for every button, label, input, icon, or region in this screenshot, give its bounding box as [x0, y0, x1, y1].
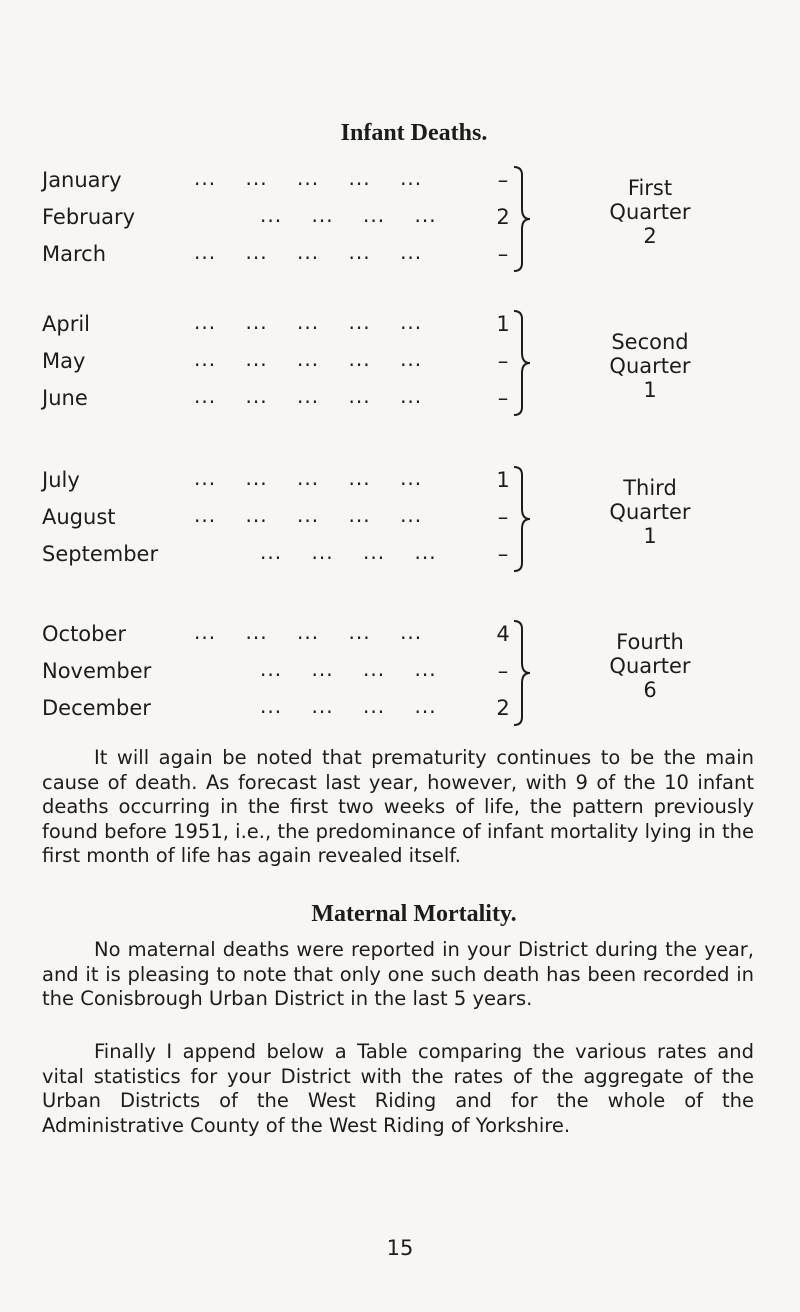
month-label: September: [42, 542, 159, 566]
death-count: 2: [496, 205, 510, 229]
quarter-total: 6: [643, 678, 657, 702]
month-label: August: [42, 505, 116, 529]
quarter-brace: [510, 309, 536, 417]
dot-leader: ... ... ... ... ...: [194, 620, 423, 644]
death-count: –: [497, 168, 509, 192]
death-count: 1: [496, 468, 510, 492]
dot-leader: ... ... ... ...: [260, 657, 437, 681]
month-label: December: [42, 696, 151, 720]
page-number: 15: [386, 1236, 414, 1260]
death-count: –: [497, 242, 509, 266]
closing-paragraph: Finally I append below a Table comparing the various rates and vital statistics for your District with the rates of the aggregate of the Urban Districts of the West Riding and for the whole of the Administrative County of the West Riding of Yorkshire.: [42, 1040, 754, 1137]
dot-leader: ... ... ... ...: [260, 203, 437, 227]
infant-deaths-paragraph: It will again be noted that prematurity continues to be the main cause of death. As forecast last year, however, with 9 of the 10 infant deaths occurring in the first two weeks of life, the pattern previously found before 1951, i.e., the predominance of infant mortality lying in the first month of life has again revealed itself.: [42, 746, 754, 868]
death-count: –: [497, 349, 509, 373]
maternal-mortality-paragraph: No maternal deaths were reported in your District during the year, and it is pleasing to note that only one such death has been recorded in the Conisbrough Urban District in the last 5 years.: [42, 938, 754, 1011]
dot-leader: ... ... ... ... ...: [194, 466, 423, 490]
dot-leader: ... ... ... ... ...: [194, 384, 423, 408]
quarter-label: Second Quarter 1: [580, 330, 720, 402]
month-label: October: [42, 622, 127, 646]
quarter-label: Fourth Quarter 6: [580, 630, 720, 702]
dot-leader: ... ... ... ... ...: [194, 310, 423, 334]
death-count: 2: [496, 696, 510, 720]
quarter-brace: [510, 619, 536, 727]
dot-leader: ... ... ... ... ...: [194, 347, 423, 371]
month-label: April: [42, 312, 90, 336]
death-count: 1: [496, 312, 510, 336]
death-count: –: [497, 659, 509, 683]
month-label: July: [42, 468, 80, 492]
month-label: March: [42, 242, 107, 266]
month-label: February: [42, 205, 136, 229]
month-label: January: [42, 168, 122, 192]
dot-leader: ... ... ... ...: [260, 540, 437, 564]
quarter-brace: [510, 165, 536, 273]
dot-leader: ... ... ... ...: [260, 694, 437, 718]
dot-leader: ... ... ... ... ...: [194, 503, 423, 527]
quarter-total: 1: [643, 378, 657, 402]
death-count: –: [497, 505, 509, 529]
infant-deaths-title: Infant Deaths.: [340, 120, 488, 146]
death-count: –: [497, 386, 509, 410]
quarter-label: Third Quarter 1: [580, 476, 720, 548]
death-count: 4: [496, 622, 510, 646]
quarter-total: 2: [643, 224, 657, 248]
death-count: –: [497, 542, 509, 566]
month-label: May: [42, 349, 86, 373]
month-label: November: [42, 659, 152, 683]
dot-leader: ... ... ... ... ...: [194, 240, 423, 264]
quarter-label: First Quarter 2: [580, 176, 720, 248]
month-label: June: [42, 386, 88, 410]
dot-leader: ... ... ... ... ...: [194, 166, 423, 190]
quarter-total: 1: [643, 524, 657, 548]
quarter-brace: [510, 465, 536, 573]
maternal-mortality-title: Maternal Mortality.: [311, 901, 517, 927]
